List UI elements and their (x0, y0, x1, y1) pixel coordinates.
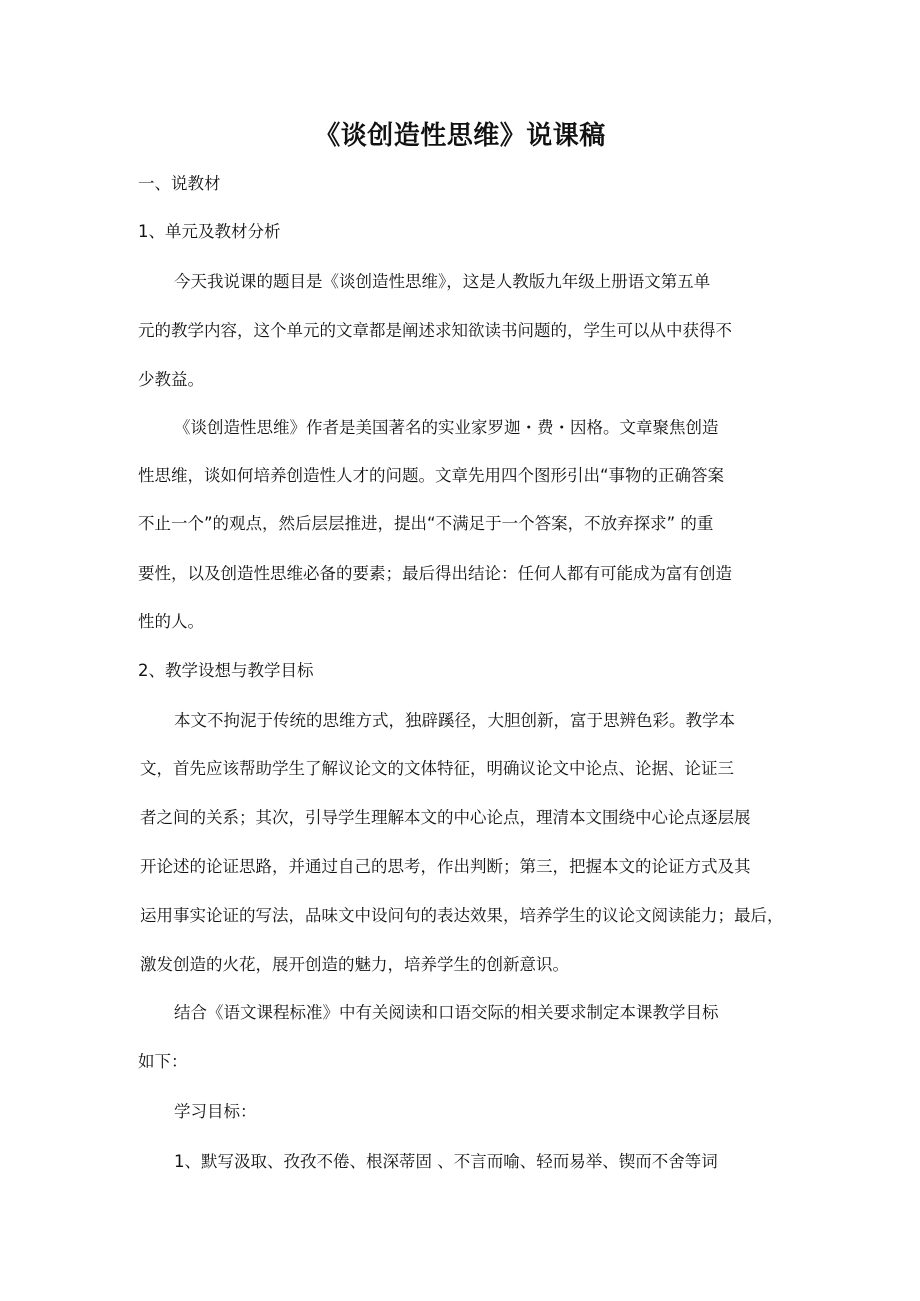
paragraph-line: 本文不拘泥于传统的思维方式，独辟蹊径，大胆创新，富于思辨色彩。教学本 (174, 711, 735, 730)
subheading-teaching-goals: 2、教学设想与教学目标 (138, 661, 314, 680)
paragraph-line: 运用事实论证的写法，品味文中设问句的表达效果，培养学生的议论文阅读能力；最后， (140, 906, 784, 925)
paragraph-line: 激发创造的火花，展开创造的魅力，培养学生的创新意识。 (140, 955, 569, 974)
paragraph-line: 性思维，谈如何培养创造性人才的问题。文章先用四个图形引出“事物的正确答案 (138, 466, 725, 485)
paragraph-line: 《谈创造性思维》作者是美国著名的实业家罗迦・费・因格。文章聚焦创造 (174, 418, 719, 437)
paragraph-line: 开论述的论证思路，并通过自己的思考，作出判断；第三，把握本文的论证方式及其 (140, 857, 751, 876)
goals-label: 学习目标： (174, 1102, 257, 1121)
paragraph-line: 性的人。 (138, 612, 204, 631)
paragraph-line: 不止一个”的观点，然后层层推进，提出“不满足于一个答案，不放弃探求” 的重 (138, 514, 714, 533)
paragraph-line: 元的教学内容，这个单元的文章都是阐述求知欲读书问题的，学生可以从中获得不 (138, 321, 732, 340)
paragraph-line: 少教益。 (138, 370, 204, 389)
paragraph-line: 者之间的关系；其次，引导学生理解本文的中心论点，理清本文围绕中心论点逐层展 (140, 808, 751, 827)
paragraph-line: 今天我说课的题目是《谈创造性思维》，这是人教版九年级上册语文第五单 (174, 272, 711, 291)
document-title: 《谈创造性思维》说课稿 (314, 121, 606, 151)
subheading-unit-analysis: 1、单元及教材分析 (138, 222, 281, 241)
goal-item: 1、默写汲取、孜孜不倦、根深蒂固 、不言而喻、轻而易举、锲而不舍等词 (174, 1152, 718, 1171)
paragraph-line: 结合《语文课程标准》中有关阅读和口语交际的相关要求制定本课教学目标 (174, 1003, 719, 1022)
paragraph-line: 如下： (138, 1052, 188, 1071)
paragraph-line: 要性，以及创造性思维必备的要素；最后得出结论：任何人都有可能成为富有创造 (138, 564, 732, 583)
paragraph-line: 文，首先应该帮助学生了解议论文的文体特征，明确议论文中论点、论据、论证三 (140, 759, 734, 778)
section-heading-textbook: 一、说教材 (138, 174, 221, 193)
